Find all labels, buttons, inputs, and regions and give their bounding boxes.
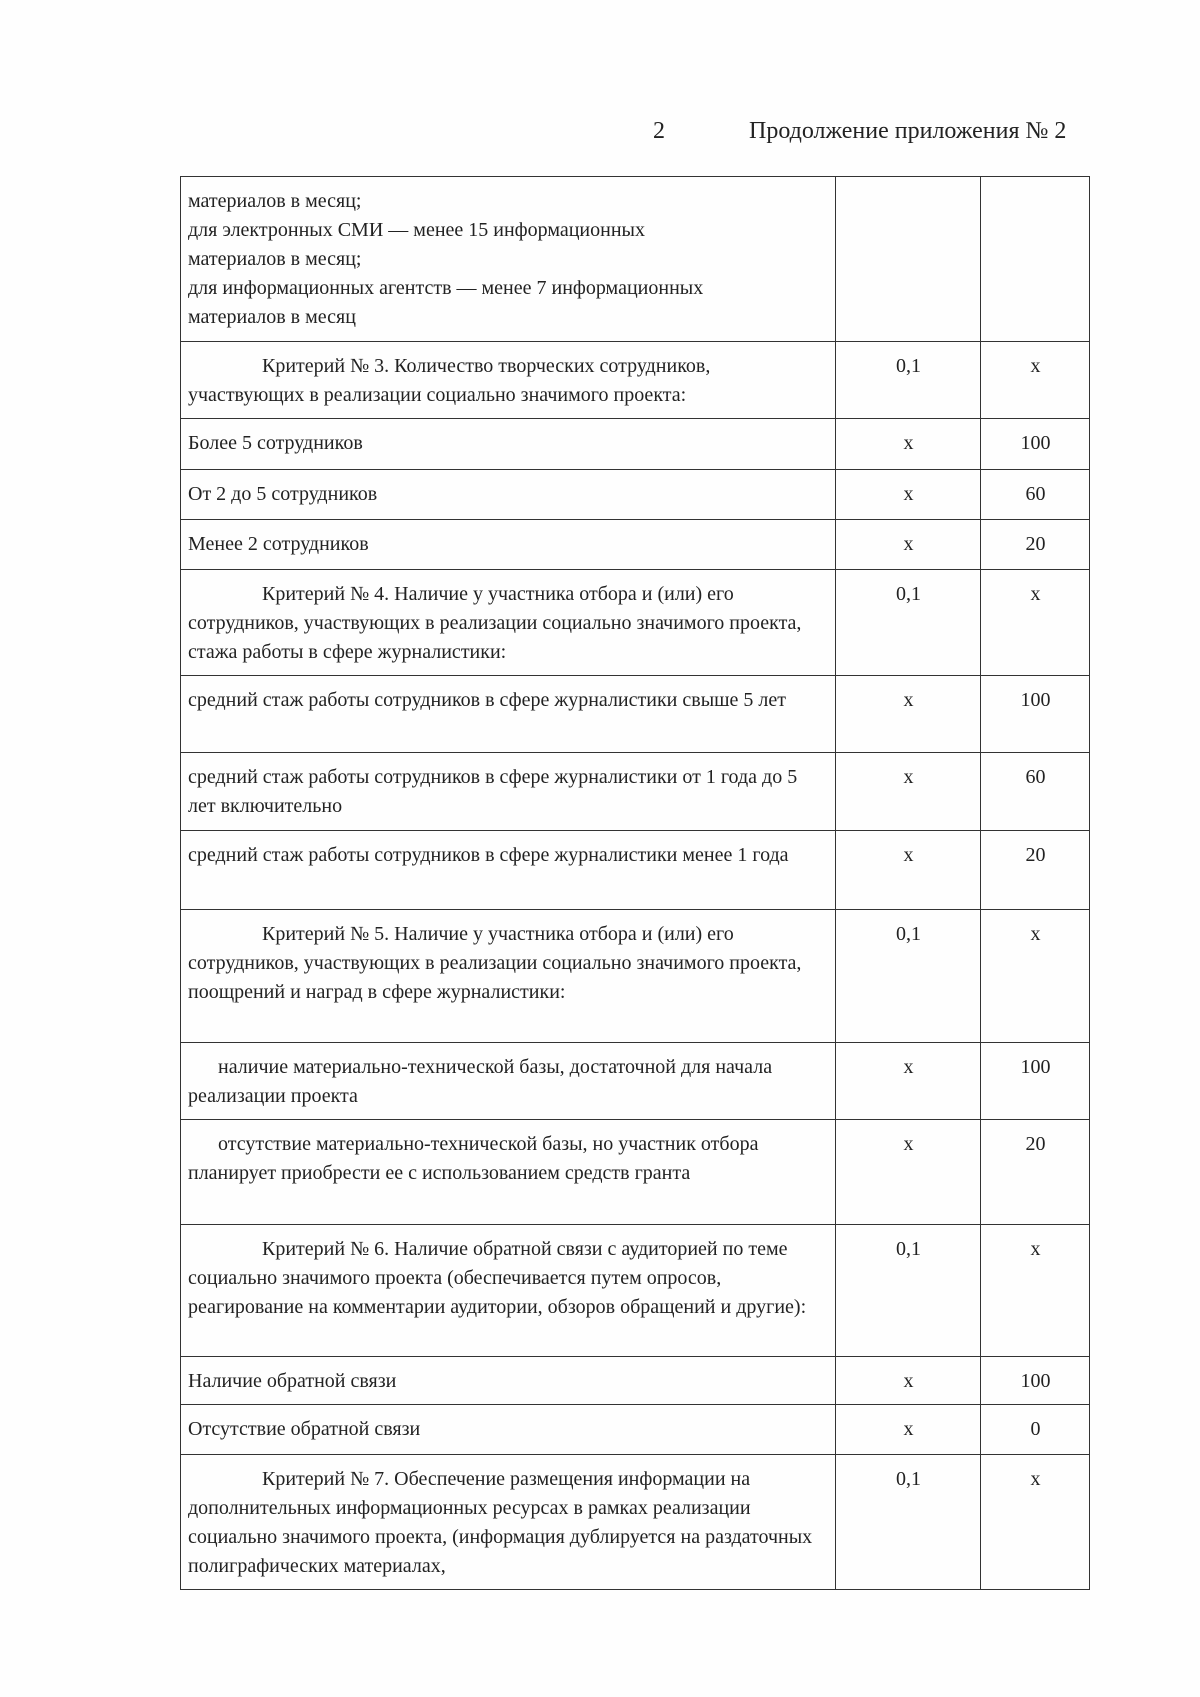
table-row: [181, 1455, 1090, 1590]
score-cell: 0: [981, 1405, 1090, 1455]
criterion-heading: Критерий № 6. Наличие обратной связи с аудиторией по теме социально значимого проекта (обеспечивается путем опросов, реагирование на комментарии аудитории, обзоров обращений и другие):: [181, 1225, 836, 1357]
criterion-text-cell: [181, 177, 836, 342]
page-header: [0, 118, 1200, 158]
text-line: для информационных агентств — менее 7 информационных: [188, 277, 704, 299]
weight-cell: 0,1: [836, 1225, 981, 1357]
criterion-option: От 2 до 5 сотрудников: [181, 470, 836, 520]
criterion-heading: Критерий № 7. Обеспечение размещения информации на дополнительных информационных ресурсах в рамках реализации социально значимого проекта, (информация дублируется на раздаточных полиграфических материалах,: [181, 1455, 836, 1590]
criterion-option: наличие материально-технической базы, достаточной для начала реализации проекта: [181, 1043, 836, 1120]
table-row: [181, 342, 1090, 419]
continuation-title: Продолжение приложения № 2: [749, 118, 1067, 144]
table-row: [181, 1225, 1090, 1357]
table-row: [181, 910, 1090, 1043]
text-line: материалов в месяц;: [188, 248, 362, 270]
score-cell: 100: [981, 419, 1090, 470]
score-cell: [981, 177, 1090, 342]
table-row: [181, 1405, 1090, 1455]
table-row: [181, 570, 1090, 676]
weight-cell: 0,1: [836, 910, 981, 1043]
criterion-option: средний стаж работы сотрудников в сфере журналистики от 1 года до 5 лет включительно: [181, 753, 836, 831]
score-cell: х: [981, 570, 1090, 676]
score-cell: 20: [981, 1120, 1090, 1225]
score-cell: 60: [981, 753, 1090, 831]
text-line: материалов в месяц: [188, 306, 356, 328]
weight-cell: х: [836, 1120, 981, 1225]
weight-cell: х: [836, 470, 981, 520]
table-row: [181, 520, 1090, 570]
weight-cell: 0,1: [836, 1455, 981, 1590]
weight-cell: [836, 177, 981, 342]
table-row: [181, 470, 1090, 520]
score-cell: 100: [981, 676, 1090, 753]
table-row: [181, 177, 1090, 342]
weight-cell: х: [836, 1357, 981, 1405]
table-row: [181, 1357, 1090, 1405]
criterion-heading: Критерий № 4. Наличие у участника отбора и (или) его сотрудников, участвующих в реализации социально значимого проекта, стажа работы в сфере журналистики:: [181, 570, 836, 676]
score-cell: 100: [981, 1043, 1090, 1120]
weight-cell: х: [836, 520, 981, 570]
table-row: [181, 676, 1090, 753]
criterion-option: Отсутствие обратной связи: [181, 1405, 836, 1455]
score-cell: 20: [981, 520, 1090, 570]
criteria-table: [180, 176, 1090, 1590]
score-cell: 20: [981, 831, 1090, 910]
score-cell: х: [981, 1455, 1090, 1590]
weight-cell: х: [836, 831, 981, 910]
text-line: материалов в месяц;: [188, 190, 362, 212]
criterion-heading: Критерий № 5. Наличие у участника отбора и (или) его сотрудников, участвующих в реализации социально значимого проекта, поощрений и наград в сфере журналистики:: [181, 910, 836, 1043]
table-row: [181, 753, 1090, 831]
weight-cell: х: [836, 753, 981, 831]
score-cell: 60: [981, 470, 1090, 520]
criterion-option: отсутствие материально-технической базы, но участник отбора планирует приобрести ее с использованием средств гранта: [181, 1120, 836, 1225]
table-row: [181, 1043, 1090, 1120]
weight-cell: х: [836, 676, 981, 753]
table-row: [181, 419, 1090, 470]
weight-cell: х: [836, 419, 981, 470]
score-cell: х: [981, 342, 1090, 419]
criterion-option: Более 5 сотрудников: [181, 419, 836, 470]
weight-cell: х: [836, 1405, 981, 1455]
score-cell: х: [981, 910, 1090, 1043]
weight-cell: 0,1: [836, 570, 981, 676]
table-row: [181, 1120, 1090, 1225]
weight-cell: х: [836, 1043, 981, 1120]
criterion-option: Наличие обратной связи: [181, 1357, 836, 1405]
criterion-heading: Критерий № 3. Количество творческих сотрудников, участвующих в реализации социально значимого проекта:: [181, 342, 836, 419]
criterion-option: Менее 2 сотрудников: [181, 520, 836, 570]
score-cell: 100: [981, 1357, 1090, 1405]
score-cell: х: [981, 1225, 1090, 1357]
criterion-option: средний стаж работы сотрудников в сфере журналистики менее 1 года: [181, 831, 836, 910]
text-line: для электронных СМИ — менее 15 информационных: [188, 219, 645, 241]
weight-cell: 0,1: [836, 342, 981, 419]
criterion-option: средний стаж работы сотрудников в сфере журналистики свыше 5 лет: [181, 676, 836, 753]
table-row: [181, 831, 1090, 910]
page-number: 2: [653, 118, 665, 144]
